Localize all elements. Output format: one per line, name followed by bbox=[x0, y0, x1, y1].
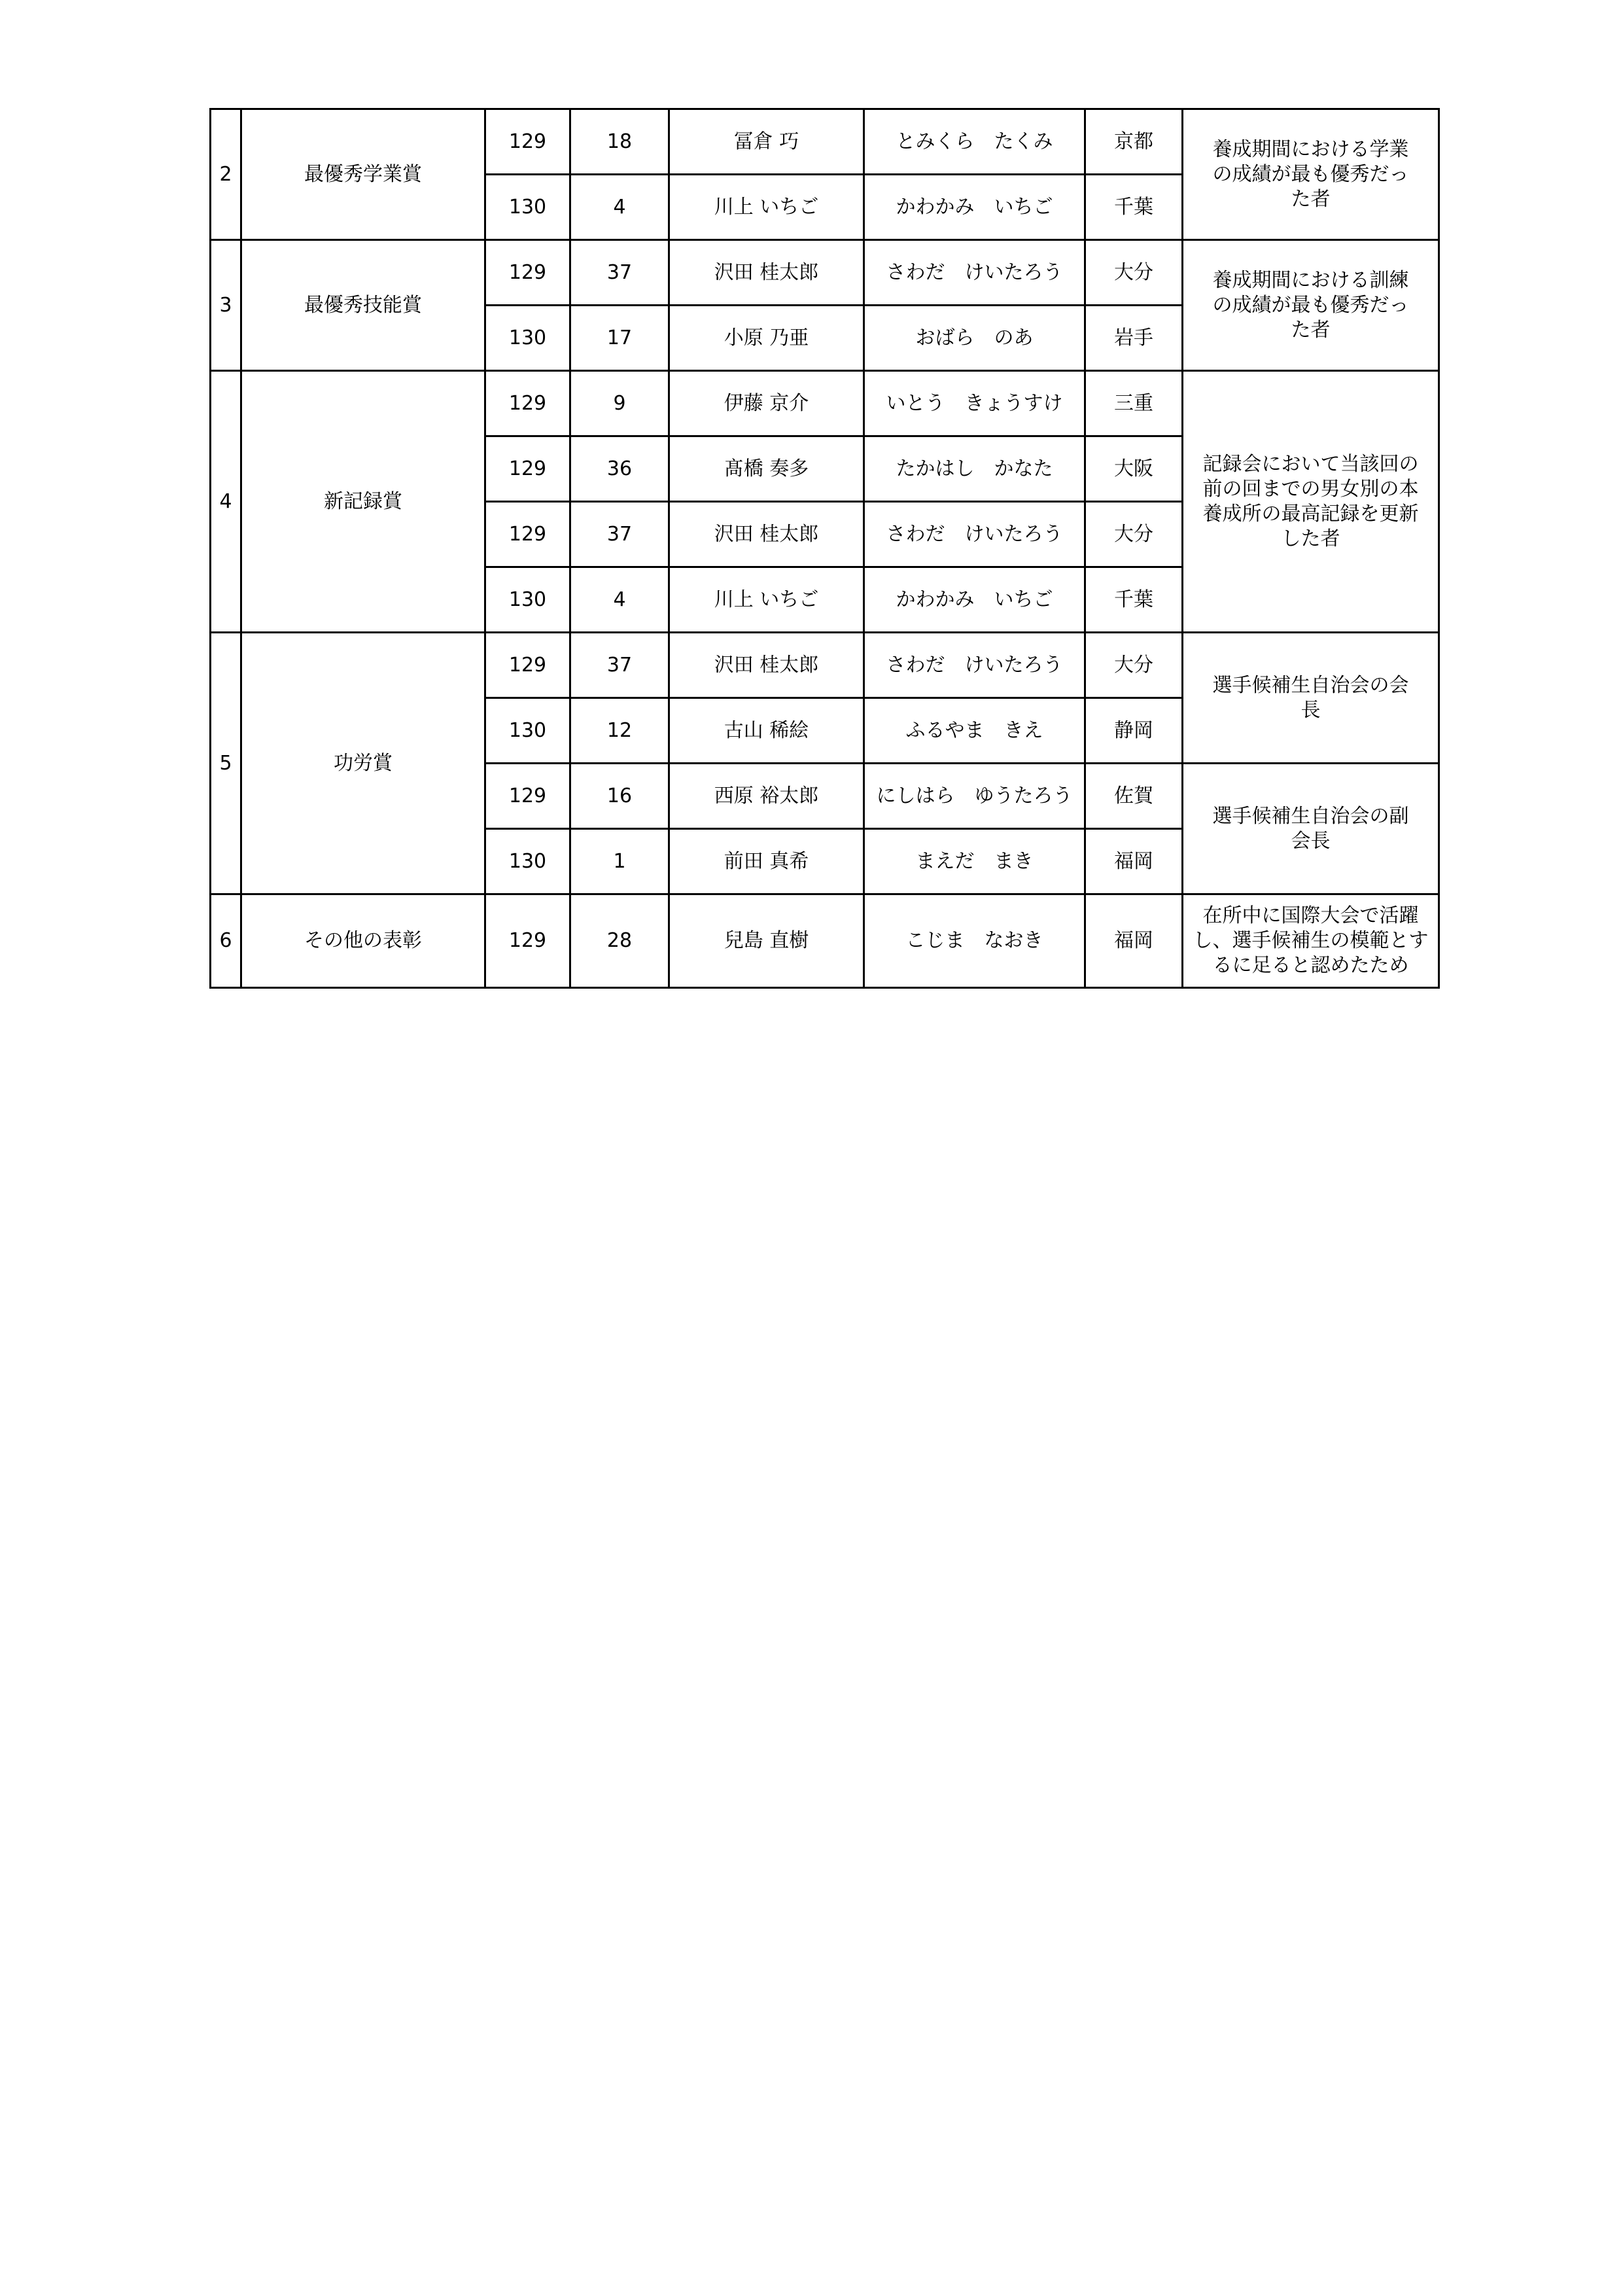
number-cell: 37 bbox=[570, 240, 669, 306]
name-cell: 川上 いちご bbox=[669, 175, 864, 240]
name-cell: 前田 真希 bbox=[669, 829, 864, 894]
number-cell: 37 bbox=[570, 633, 669, 698]
kana-cell: さわだ けいたろう bbox=[864, 240, 1085, 306]
table-row bbox=[211, 109, 1439, 175]
prefecture-cell: 福岡 bbox=[1085, 894, 1183, 988]
term-cell: 129 bbox=[485, 240, 570, 306]
term-cell: 129 bbox=[485, 371, 570, 436]
awards-table bbox=[209, 108, 1440, 989]
reason-text: 養成期間における訓練の成績が最も優秀だった者 bbox=[1212, 268, 1409, 342]
prefecture-cell: 三重 bbox=[1085, 371, 1183, 436]
kana-cell: たかはし かなた bbox=[864, 436, 1085, 502]
kana-cell: かわかみ いちご bbox=[864, 567, 1085, 633]
number-cell: 36 bbox=[570, 436, 669, 502]
term-cell: 129 bbox=[485, 764, 570, 829]
kana-cell: さわだ けいたろう bbox=[864, 502, 1085, 567]
kana-cell: とみくら たくみ bbox=[864, 109, 1085, 175]
table-row bbox=[211, 240, 1439, 306]
row-no: 2 bbox=[211, 109, 241, 240]
kana-cell: おばら のあ bbox=[864, 306, 1085, 371]
number-cell: 16 bbox=[570, 764, 669, 829]
kana-cell: まえだ まき bbox=[864, 829, 1085, 894]
kana-cell: こじま なおき bbox=[864, 894, 1085, 988]
reason-text: 在所中に国際大会で活躍し、選手候補生の模範とするに足ると認めたため bbox=[1193, 904, 1429, 977]
reason-text: 養成期間における学業の成績が最も優秀だった者 bbox=[1212, 137, 1409, 211]
reason-text: 記録会において当該回の前の回までの男女別の本養成所の最高記録を更新した者 bbox=[1202, 452, 1419, 550]
kana-cell: かわかみ いちご bbox=[864, 175, 1085, 240]
prefecture-cell: 京都 bbox=[1085, 109, 1183, 175]
term-cell: 129 bbox=[485, 109, 570, 175]
prefecture-cell: 大分 bbox=[1085, 240, 1183, 306]
name-cell: 伊藤 京介 bbox=[669, 371, 864, 436]
number-cell: 37 bbox=[570, 502, 669, 567]
award-name: 新記録賞 bbox=[241, 371, 485, 633]
number-cell: 17 bbox=[570, 306, 669, 371]
number-cell: 18 bbox=[570, 109, 669, 175]
number-cell: 4 bbox=[570, 175, 669, 240]
kana-cell: さわだ けいたろう bbox=[864, 633, 1085, 698]
reason-text: 選手候補生自治会の会長 bbox=[1212, 673, 1409, 722]
term-cell: 129 bbox=[485, 894, 570, 988]
number-cell: 28 bbox=[570, 894, 669, 988]
reason-cell bbox=[1183, 109, 1439, 240]
term-cell: 130 bbox=[485, 175, 570, 240]
table-row bbox=[211, 633, 1439, 698]
reason-cell bbox=[1183, 894, 1439, 988]
row-no: 3 bbox=[211, 240, 241, 371]
prefecture-cell: 佐賀 bbox=[1085, 764, 1183, 829]
award-name: 最優秀技能賞 bbox=[241, 240, 485, 371]
term-cell: 130 bbox=[485, 567, 570, 633]
name-cell: 小原 乃亜 bbox=[669, 306, 864, 371]
term-cell: 129 bbox=[485, 436, 570, 502]
prefecture-cell: 大分 bbox=[1085, 633, 1183, 698]
name-cell: 冨倉 巧 bbox=[669, 109, 864, 175]
award-name: その他の表彰 bbox=[241, 894, 485, 988]
name-cell: 西原 裕太郎 bbox=[669, 764, 864, 829]
term-cell: 130 bbox=[485, 306, 570, 371]
prefecture-cell: 千葉 bbox=[1085, 175, 1183, 240]
reason-text: 選手候補生自治会の副会長 bbox=[1212, 804, 1409, 853]
name-cell: 古山 稀絵 bbox=[669, 698, 864, 764]
row-no: 6 bbox=[211, 894, 241, 988]
number-cell: 9 bbox=[570, 371, 669, 436]
term-cell: 130 bbox=[485, 698, 570, 764]
number-cell: 12 bbox=[570, 698, 669, 764]
term-cell: 129 bbox=[485, 633, 570, 698]
reason-cell bbox=[1183, 371, 1439, 633]
table-row bbox=[211, 894, 1439, 988]
name-cell: 川上 いちご bbox=[669, 567, 864, 633]
reason-cell bbox=[1183, 633, 1439, 764]
name-cell: 髙橋 奏多 bbox=[669, 436, 864, 502]
award-name: 最優秀学業賞 bbox=[241, 109, 485, 240]
reason-cell bbox=[1183, 764, 1439, 894]
name-cell: 兒島 直樹 bbox=[669, 894, 864, 988]
kana-cell: ふるやま きえ bbox=[864, 698, 1085, 764]
name-cell: 沢田 桂太郎 bbox=[669, 633, 864, 698]
prefecture-cell: 大阪 bbox=[1085, 436, 1183, 502]
term-cell: 130 bbox=[485, 829, 570, 894]
prefecture-cell: 岩手 bbox=[1085, 306, 1183, 371]
kana-cell: にしはら ゆうたろう bbox=[864, 764, 1085, 829]
prefecture-cell: 静岡 bbox=[1085, 698, 1183, 764]
table-row bbox=[211, 371, 1439, 436]
award-name: 功労賞 bbox=[241, 633, 485, 894]
prefecture-cell: 福岡 bbox=[1085, 829, 1183, 894]
row-no: 5 bbox=[211, 633, 241, 894]
term-cell: 129 bbox=[485, 502, 570, 567]
name-cell: 沢田 桂太郎 bbox=[669, 240, 864, 306]
name-cell: 沢田 桂太郎 bbox=[669, 502, 864, 567]
prefecture-cell: 千葉 bbox=[1085, 567, 1183, 633]
prefecture-cell: 大分 bbox=[1085, 502, 1183, 567]
number-cell: 1 bbox=[570, 829, 669, 894]
number-cell: 4 bbox=[570, 567, 669, 633]
row-no: 4 bbox=[211, 371, 241, 633]
kana-cell: いとう きょうすけ bbox=[864, 371, 1085, 436]
reason-cell bbox=[1183, 240, 1439, 371]
